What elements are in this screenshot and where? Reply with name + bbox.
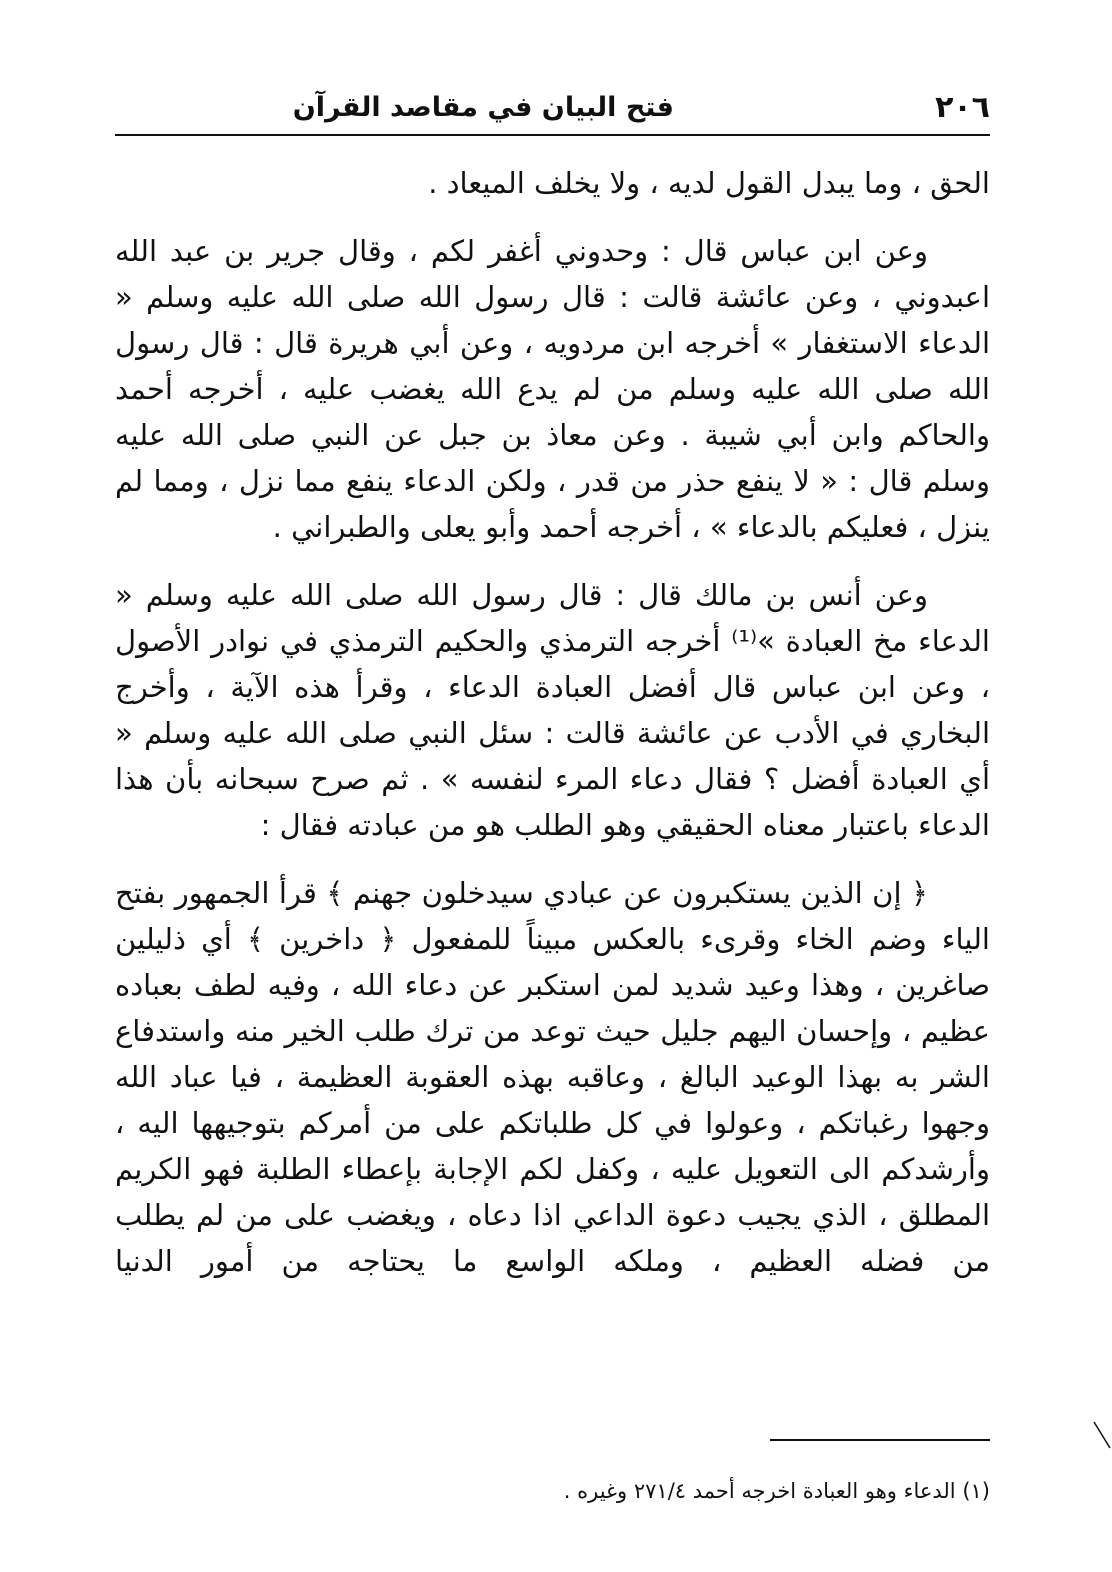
page-header bbox=[115, 86, 990, 134]
paragraph-gap bbox=[115, 206, 990, 228]
footnote-rule bbox=[770, 1439, 990, 1441]
paragraph-gap bbox=[115, 550, 990, 572]
running-title: فتح البيان في مقاصد القرآن bbox=[292, 92, 674, 123]
page-number: ٢٠٦ bbox=[935, 90, 990, 125]
paragraph-4: ﴿ إن الذين يستكبرون عن عبادي سيدخلون جهنم ﴾ قرأ الجمهور بفتح الياء وضم الخاء وقرىء بالعكس مبيناً للمفعول ﴿ داخرين ﴾ أي ذليلين صاغرين ، وهذا وعيد شديد لمن استكبر عن دعاء الله ، وفيه لطف بعباده عظيم ، وإحسان اليهم جليل حيث توعد من ترك طلب الخير منه واستدفاع الشر به بهذا الوعيد البالغ ، وعاقبه بهذه العقوبة العظيمة ، فيا عباد الله وجهوا رغباتكم ، وعولوا في كل طلباتكم على من أمركم بتوجيهها اليه ، وأرشدكم الى التعويل عليه ، وكفل لكم الإجابة بإعطاء الطلبة فهو الكريم المطلق ، الذي يجيب دعوة الداعي اذا دعاه ، ويغضب على من لم يطلب من فضله العظيم ، وملكه الواسع ما يحتاجه من أمور الدنيا bbox=[115, 876, 990, 1278]
footnote: (١) الدعاء وهو العبادة اخرجه أحمد ٢٧١/٤ وغيره . bbox=[563, 1479, 990, 1503]
paragraph-3: وعن أنس بن مالك قال : قال رسول الله صلى الله عليه وسلم « الدعاء مخ العبادة »⁽¹⁾ أخرجه الترمذي والحكيم الترمذي في نوادر الأصول ، وعن ابن عباس قال أفضل العبادة الدعاء ، وقرأ هذه الآية ، وأخرج البخاري في الأدب عن عائشة قالت : سئل النبي صلى الله عليه وسلم « أي العبادة أفضل ؟ فقال دعاء المرء لنفسه » . ثم صرح سبحانه بأن هذا الدعاء باعتبار معناه الحقيقي وهو الطلب هو من عبادته فقال : bbox=[115, 578, 990, 842]
header-rule bbox=[115, 134, 990, 136]
paragraph-1: الحق ، وما يبدل القول لديه ، ولا يخلف الميعاد . bbox=[428, 166, 990, 200]
main-text bbox=[115, 160, 990, 1284]
page-edge-mark bbox=[1092, 1420, 1112, 1450]
paragraph-gap bbox=[115, 848, 990, 870]
paragraph-2: وعن ابن عباس قال : وحدوني أغفر لكم ، وقال جرير بن عبد الله اعبدوني ، وعن عائشة قالت : قال رسول الله صلى الله عليه وسلم « الدعاء الاستغفار » أخرجه ابن مردويه ، وعن أبي هريرة قال : قال رسول الله صلى الله عليه وسلم من لم يدع الله يغضب عليه ، أخرجه أحمد والحاكم وابن أبي شيبة . وعن معاذ بن جبل عن النبي صلى الله عليه وسلم قال : « لا ينفع حذر من قدر ، ولكن الدعاء ينفع مما نزل ، ومما لم ينزل ، فعليكم بالدعاء » ، أخرجه أحمد وأبو يعلى والطبراني . bbox=[115, 234, 990, 544]
